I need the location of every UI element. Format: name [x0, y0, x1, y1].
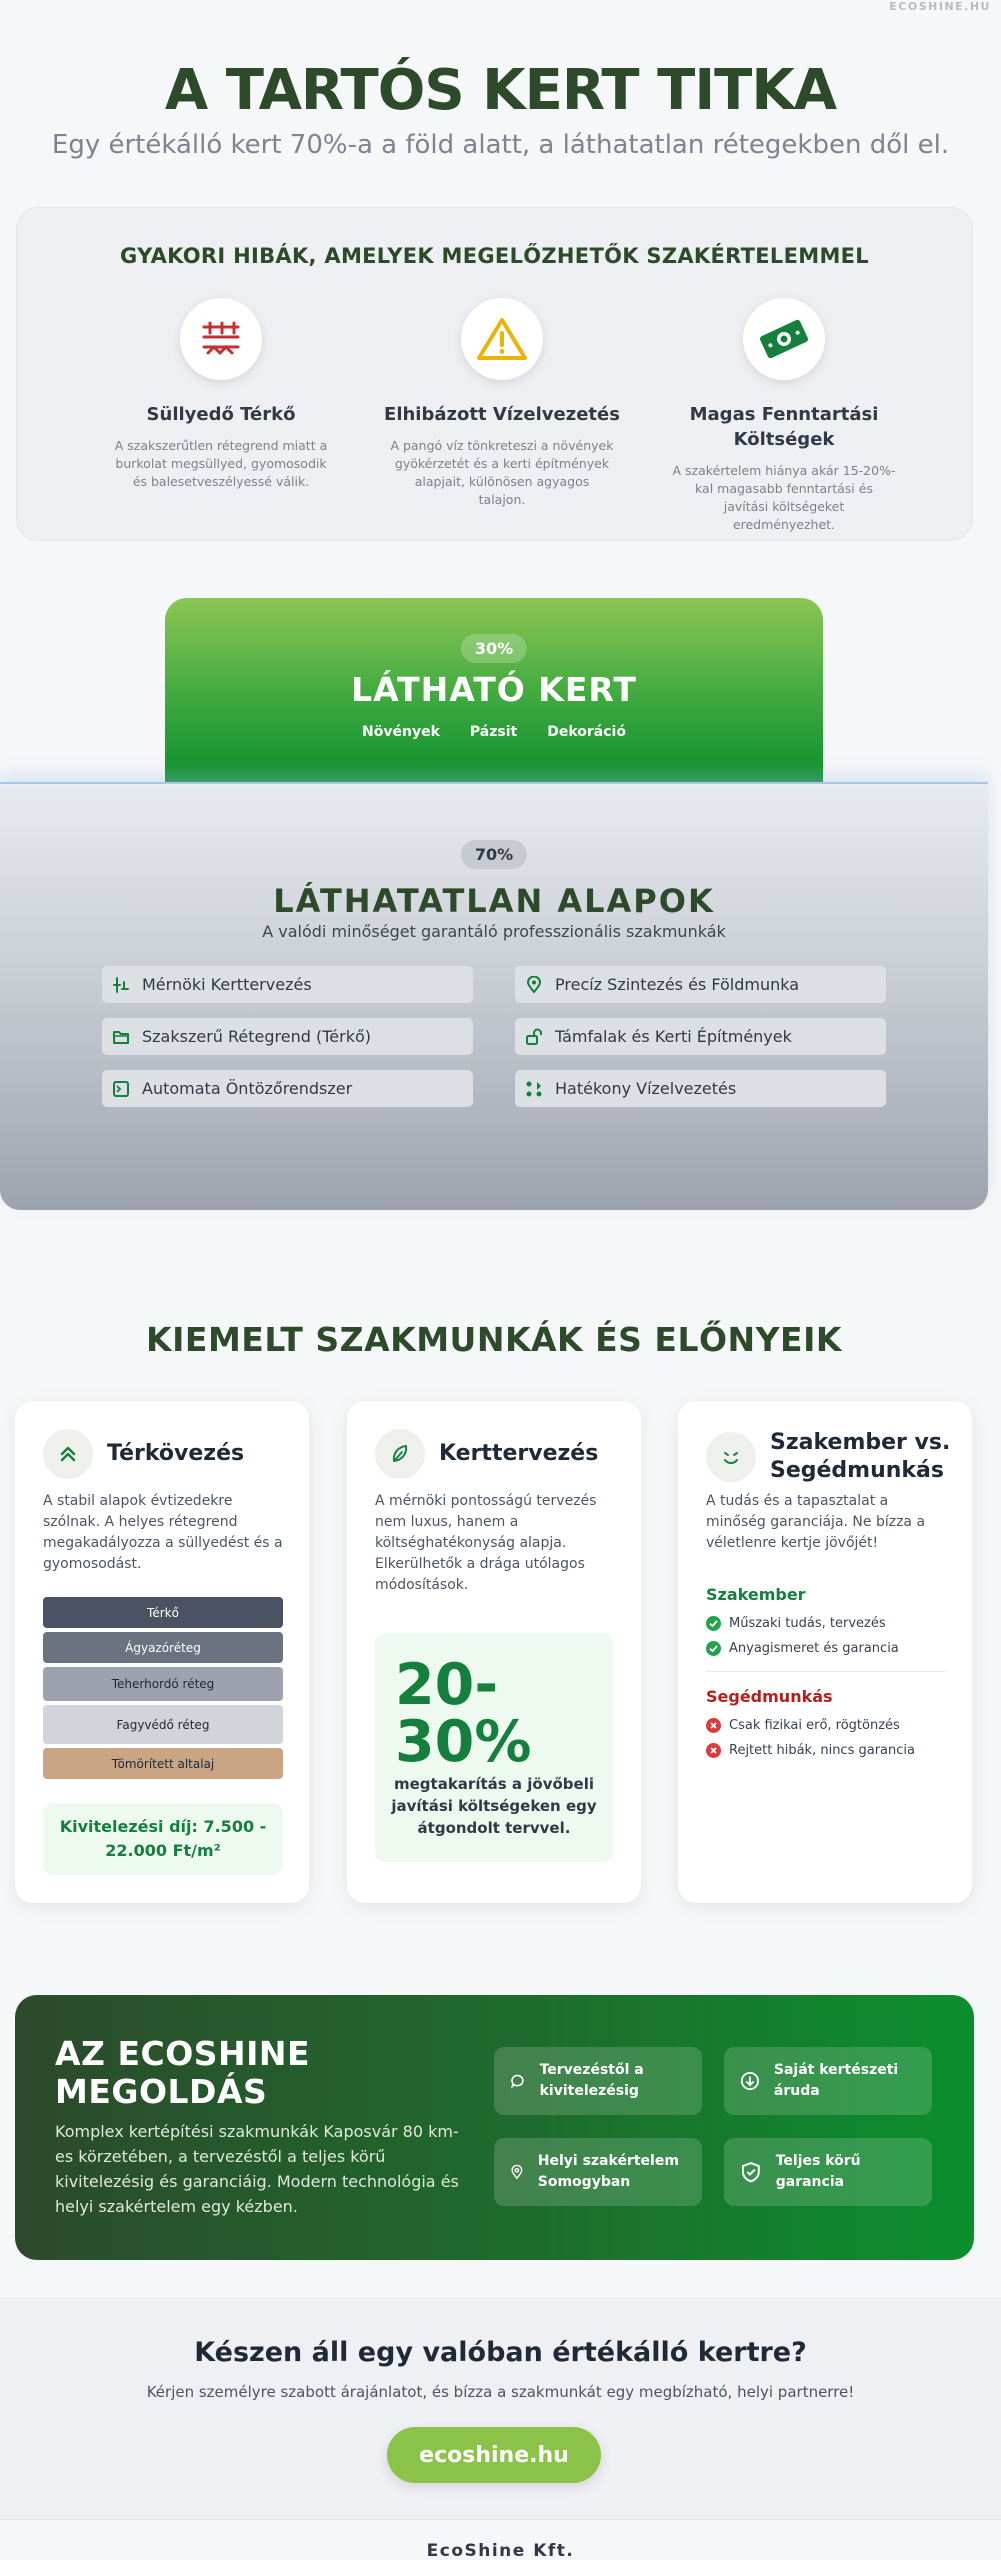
visible-garden-tags — [165, 724, 823, 740]
foundation-item-label: Támfalak és Kerti Építmények — [555, 1027, 792, 1046]
paving-text: A stabil alapok évtizedekre szólnak. A helyes rétegrend megakadályozza a süllyedést és a gyomosodást. — [43, 1493, 283, 1572]
shield-check-icon — [740, 2161, 762, 2183]
brand-watermark: ECOSHINE.HU — [889, 0, 991, 13]
savings-box — [375, 1633, 613, 1862]
mistake-title: Elhibázott Vízelvezetés — [384, 404, 620, 425]
layer: Teherhordó réteg — [43, 1667, 283, 1701]
x-circle-icon — [706, 1743, 721, 1758]
feature-local-expertise[interactable] — [494, 2138, 702, 2206]
mistake-title: Süllyedő Térkő — [146, 404, 296, 425]
con-item-label: Rejtett hibák, nincs garancia — [729, 1743, 915, 1758]
cta-section — [0, 2297, 1001, 2519]
pro-item — [706, 1616, 886, 1631]
feature-label: Helyi szakértelem Somogyban — [537, 2153, 679, 2190]
savings-value: 20-30% — [395, 1652, 532, 1775]
foundation-item-label: Hatékony Vízelvezetés — [555, 1079, 737, 1098]
visible-tag: Növények — [362, 724, 440, 740]
visible-garden-title: LÁTHATÓ KERT — [351, 670, 637, 709]
sinking-paver-icon — [180, 298, 262, 380]
foundation-item-label: Precíz Szintezés és Földmunka — [555, 975, 800, 994]
chat-icon — [510, 2071, 526, 2091]
leaf-icon — [375, 1429, 425, 1479]
con-item — [706, 1718, 900, 1733]
foundation-item — [102, 966, 473, 1003]
layer: Ágyazóréteg — [43, 1632, 283, 1663]
mistake-card — [654, 298, 914, 534]
services-title: KIEMELT SZAKMUNKÁK ÉS ELŐNYEIK — [146, 1320, 842, 1359]
solution-text: Komplex kertépítési szakmunkák Kaposvár 80 km-es körzetében, a tervezéstől a teljes körű kivitelezésig és garanciáig. Modern technológia és helyi szakértelem egy kézben. — [55, 2122, 459, 2216]
foundation-item — [515, 1018, 886, 1055]
check-circle-icon — [706, 1616, 721, 1631]
expert-card — [678, 1401, 972, 1903]
engineering-icon — [112, 976, 130, 994]
mistake-title: Magas Fenntartási Költségek — [689, 404, 879, 450]
location-pin-icon — [525, 976, 543, 994]
layer: Fagyvédő réteg — [43, 1705, 283, 1744]
con-item-label: Csak fizikai erő, rögtönzés — [729, 1718, 900, 1733]
warning-icon — [461, 298, 543, 380]
x-circle-icon — [706, 1718, 721, 1733]
location-icon — [510, 2161, 524, 2183]
layer: Tömörített altalaj — [43, 1748, 283, 1779]
layer: Térkő — [43, 1597, 283, 1628]
pro-heading: Szakember — [706, 1585, 806, 1604]
feature-own-shop[interactable] — [724, 2047, 932, 2115]
pro-item — [706, 1641, 899, 1656]
paving-card — [15, 1401, 309, 1903]
cta-text: Kérjen személyre szabott árajánlatot, és bízza a szakmunkát egy megbízható, helyi partnerre! — [146, 2383, 855, 2401]
mistakes-heading: GYAKORI HIBÁK, AMELYEK MEGELŐZHETŐK SZAKÉRTELEMMEL — [120, 244, 869, 268]
paving-title: Térkövezés — [107, 1441, 245, 1466]
hero-subtitle: Egy értékálló kert 70%-a a föld alatt, a láthatatlan rétegekben dől el. — [51, 130, 950, 160]
lock-open-icon — [525, 1028, 543, 1046]
mistake-card — [91, 298, 351, 491]
folder-icon — [112, 1028, 130, 1046]
mistake-text: A szakértelem hiánya akár 15-20%-kal magasabb fenntartási és javítási költségeket eredményezhet. — [672, 463, 896, 532]
mistake-card — [372, 298, 632, 509]
design-text: A mérnöki pontosságú tervezés nem luxus, hanem a költséghatékonyság alapja. Elkerülhetők a drága utólagos módosítások. — [375, 1493, 597, 1593]
foundation-item — [102, 1070, 473, 1107]
irrigation-icon — [112, 1080, 130, 1098]
expert-text: A tudás és a tapasztalat a minőség garanciája. Ne bízza a véletlenre kertje jövőjét! — [706, 1493, 926, 1551]
foundation-item-label: Szakszerű Rétegrend (Térkő) — [142, 1027, 371, 1046]
feature-design-to-build[interactable] — [494, 2047, 702, 2115]
mistake-text: A pangó víz tönkreteszi a növények gyökérzetét és a kerti építmények alapjait, különösen agyagos talajon. — [390, 438, 614, 507]
common-mistakes-section — [16, 207, 973, 541]
design-card — [347, 1401, 641, 1903]
invisible-subtitle: A valódi minőséget garantáló professzionális szakmunkák — [262, 922, 726, 941]
feature-label: Saját kertészeti áruda — [773, 2062, 899, 2099]
feature-label: Tervezéstől a kivitelezésig — [539, 2062, 644, 2099]
foundation-item — [515, 1070, 886, 1107]
feature-full-warranty[interactable] — [724, 2138, 932, 2206]
download-icon — [740, 2070, 760, 2092]
drainage-icon — [525, 1080, 543, 1098]
footer-divider — [0, 2519, 1001, 2520]
foundation-item-label: Mérnöki Kerttervezés — [142, 975, 312, 994]
check-circle-icon — [706, 1641, 721, 1656]
solution-banner — [15, 1995, 974, 2260]
savings-text: megtakarítás a jövőbeli javítási költségeken egy átgondolt tervvel. — [391, 1775, 597, 1837]
foundation-item-label: Automata Öntözőrendszer — [142, 1079, 353, 1098]
feature-label: Teljes körű garancia — [775, 2153, 861, 2190]
visible-tag: Dekoráció — [547, 724, 626, 740]
visible-tag: Pázsit — [469, 724, 518, 740]
mistake-text: A szakszerűtlen rétegrend miatt a burkolat megsüllyed, gyomosodik és balesetveszélyessé válik. — [114, 438, 328, 489]
design-title: Kerttervezés — [439, 1441, 599, 1466]
paving-fee: Kivitelezési díj: 7.500 - 22.000 Ft/m² — [43, 1803, 283, 1875]
visible-percent-badge: 30% — [461, 634, 527, 663]
invisible-percent-badge: 70% — [461, 840, 527, 869]
foundation-item — [102, 1018, 473, 1055]
website-button[interactable]: ecoshine.hu — [387, 2427, 601, 2483]
smile-icon — [706, 1432, 756, 1482]
con-heading: Segédmunkás — [706, 1687, 833, 1706]
divider — [706, 1671, 946, 1672]
pro-item-label: Műszaki tudás, tervezés — [729, 1616, 886, 1631]
visible-garden-block — [165, 598, 823, 783]
hero-title: A TARTÓS KERT TITKA — [164, 58, 837, 123]
footer-company: EcoShine Kft. — [426, 2541, 575, 2560]
invisible-title: LÁTHATATLAN ALAPOK — [273, 882, 715, 920]
money-icon — [743, 298, 825, 380]
solution-title: AZ ECOSHINE MEGOLDÁS — [55, 2034, 311, 2111]
chevrons-up-icon — [43, 1429, 93, 1479]
cta-title: Készen áll egy valóban értékálló kertre? — [194, 2337, 807, 2368]
layer-stack — [43, 1597, 283, 1783]
con-item — [706, 1743, 915, 1758]
expert-title: Szakember vs. Segédmunkás — [770, 1430, 951, 1483]
invisible-foundations-block — [0, 782, 988, 1210]
foundation-item — [515, 966, 886, 1003]
pro-item-label: Anyagismeret és garancia — [729, 1641, 899, 1656]
